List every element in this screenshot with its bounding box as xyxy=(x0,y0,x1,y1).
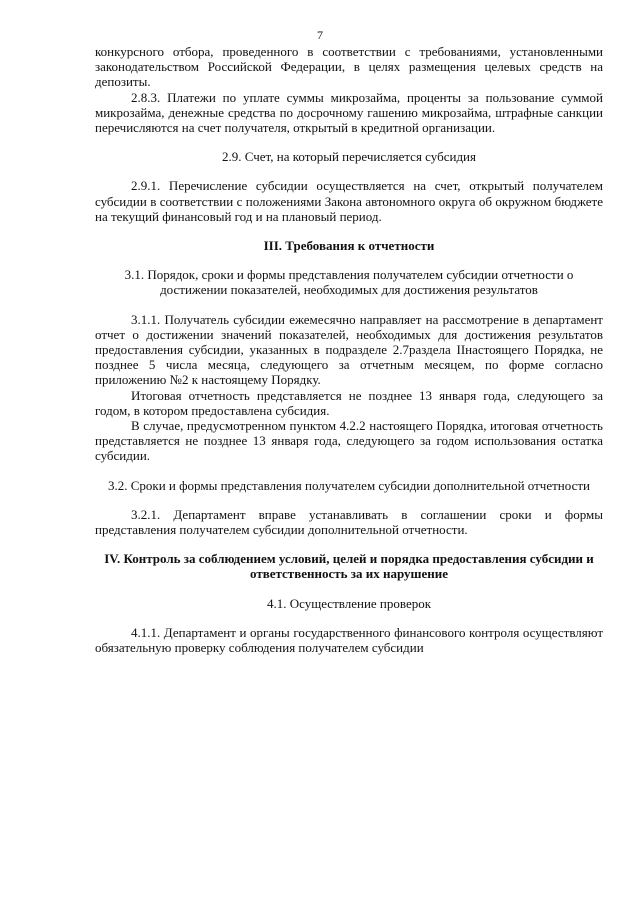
section-heading-iv: IV. Контроль за соблюдением условий, целей и порядка предоставления субсидии и ответственность за их нарушение xyxy=(104,551,594,582)
subsection-heading-2-9: 2.9. Счет, на который перечисляется субсидия xyxy=(221,149,476,165)
subsection-heading-4-1: 4.1. Осуществление проверок xyxy=(266,595,432,611)
document-body xyxy=(95,44,603,655)
paragraph-2-8-3: 2.8.3. Платежи по уплате суммы микрозайма, проценты за пользование суммой микрозайма, денежные средства по досрочному гашению микрозайма, штрафные санкции перечисляются на счет получателя, открытый в кредитной организации. xyxy=(95,89,603,136)
section-heading-iii: III. Требования к отчетности xyxy=(263,238,435,254)
subsection-heading-3-1: 3.1. Порядок, сроки и формы представления получателем субсидии отчетности о достижении показателей, необходимых для достижения результатов xyxy=(124,267,574,298)
paragraph-2-9-1: 2.9.1. Перечисление субсидии осуществляется на счет, открытый получателем субсидии в соответствии с положениями Закона автономного округа об окружном бюджете на текущий финансовый год и на плановый период. xyxy=(95,178,603,224)
paragraph-4-1-1: 4.1.1. Департамент и органы государственного финансового контроля осуществляют обязательную проверку соблюдения получателем субсидии xyxy=(95,624,603,656)
page-number: 7 xyxy=(317,28,323,42)
subsection-heading-3-2: 3.2. Сроки и формы представления получателем субсидии дополнительной отчетности xyxy=(107,477,590,493)
paragraph-final-report: Итоговая отчетность представляется не позднее 13 января года, следующего за годом, в котором предоставлена субсидия. xyxy=(95,387,603,418)
paragraph-contest-deposits: конкурсного отбора, проведенного в соответствии с требованиями, установленными законодательством Российской Федерации, в целях размещения целевых средств на депозиты. xyxy=(95,44,603,90)
paragraph-3-2-1: 3.2.1. Департамент вправе устанавливать в соглашении сроки и формы представления получателем субсидии дополнительной отчетности. xyxy=(95,506,603,538)
paragraph-4-2-2-case: В случае, предусмотренном пунктом 4.2.2 настоящего Порядка, итоговая отчетность представляется не позднее 13 января года, следующего за годом использования остатка субсидии. xyxy=(95,418,603,464)
paragraph-3-1-1: 3.1.1. Получатель субсидии ежемесячно направляет на рассмотрение в департамент отчет о достижении значений показателей, необходимых для достижения результатов предоставления субсидии, указанных в подразделе 2.7раздела IIнастоящего Порядка, не позднее 5 числа месяца, следующего за отчетным месяцем, по форме согласно приложению №2 к настоящему Порядку. xyxy=(95,311,603,388)
